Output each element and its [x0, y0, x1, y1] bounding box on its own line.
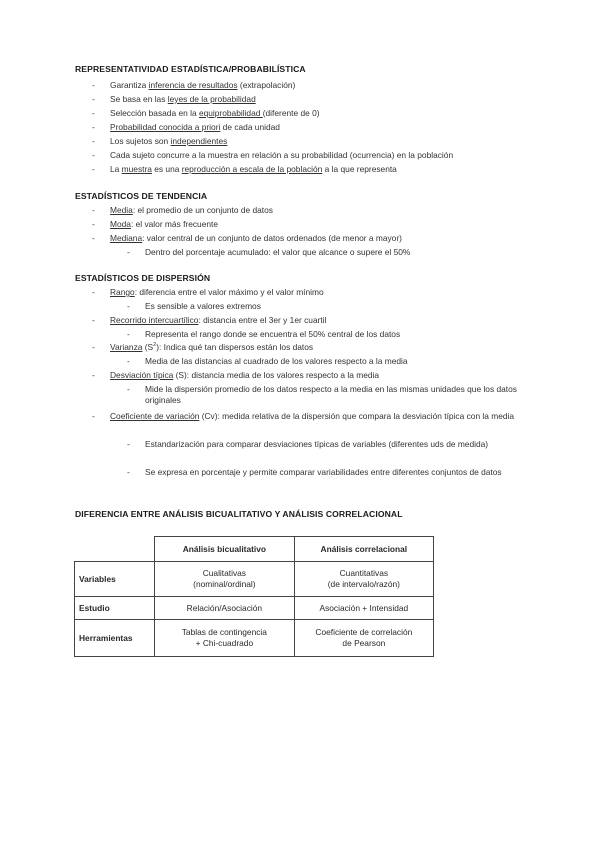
row-label: Estudio [75, 597, 155, 620]
sub-bullet-dash: - [127, 384, 130, 394]
table-row [75, 562, 434, 597]
list-item-media: Media: el promedio de un conjunto de datos [110, 205, 273, 215]
section-title-dispersion: ESTADÍSTICOS DE DISPERSIÓN [75, 273, 211, 283]
sub-bullet-dash: - [127, 247, 130, 257]
bullet-dash: - [92, 342, 95, 352]
bullet-dash: - [92, 370, 95, 380]
list-item-mediana: Mediana: valor central de un conjunto de datos ordenados (de menor a mayor) [110, 233, 402, 243]
sub-list-item: Estandarización para comparar desviaciones típicas de variables (diferentes uds de medida) [145, 439, 489, 449]
table-row [75, 597, 434, 620]
bullet-dash: - [92, 219, 95, 229]
list-item: Selección basada en la equiprobabilidad (diferente de 0) [110, 108, 320, 118]
list-item: Probabilidad conocida a priori de cada unidad [110, 122, 280, 132]
bullet-dash: - [92, 136, 95, 146]
list-item: Los sujetos son independientes [110, 136, 228, 146]
sub-list-item: Se expresa en porcentaje y permite comparar variabilidades entre diferentes conjuntos de datos [145, 467, 502, 477]
section-title-tendencia: ESTADÍSTICOS DE TENDENCIA [75, 191, 208, 201]
bullet-dash: - [92, 411, 95, 421]
bullet-dash: - [92, 233, 95, 243]
sub-bullet-dash: - [127, 329, 130, 339]
table-row [75, 620, 434, 657]
bullet-dash: - [92, 150, 95, 160]
table-corner [75, 537, 155, 562]
table-cell: Coeficiente de correlación de Pearson [294, 620, 433, 657]
sub-bullet-dash: - [127, 301, 130, 311]
section-title-representatividad: REPRESENTATIVIDAD ESTADÍSTICA/PROBABILÍSTICA [75, 64, 306, 74]
section-title-diferencia: DIFERENCIA ENTRE ANÁLISIS BICUALITATIVO Y ANÁLISIS CORRELACIONAL [75, 509, 403, 519]
bullet-dash: - [92, 80, 95, 90]
bullet-dash: - [92, 164, 95, 174]
bullet-dash: - [92, 122, 95, 132]
bullet-dash: - [92, 287, 95, 297]
table-cell: Tablas de contingencia + Chi-cuadrado [155, 620, 295, 657]
list-item: Cada sujeto concurre a la muestra en relación a su probabilidad (ocurrencia) en la población [110, 150, 454, 160]
sub-list-item: Representa el rango donde se encuentra el 50% central de los datos [145, 329, 401, 339]
list-item: Garantiza inferencia de resultados (extrapolación) [110, 80, 296, 90]
sub-list-item: Es sensible a valores extremos [145, 301, 261, 311]
list-item-rango: Rango: diferencia entre el valor máximo y el valor mínimo [110, 287, 324, 297]
comparison-table [74, 536, 434, 657]
list-item-recorrido: Recorrido intercuartílico: distancia entre el 3er y 1er cuartil [110, 315, 327, 325]
bullet-dash: - [92, 315, 95, 325]
list-item: Se basa en las leyes de la probabilidad [110, 94, 256, 104]
list-item-varianza: Varianza $(S^2)$: Indica qué tan dispersos están los datos [110, 342, 314, 352]
sub-list-item: Mide la dispersión promedio de los datos respecto a la media en las mismas unidades que los datos originales [145, 384, 517, 405]
list-item: La muestra es una reproducción a escala de la población a la que representa [110, 164, 397, 174]
table-cell: Cuantitativas (de intervalo/razón) [294, 562, 433, 597]
bullet-dash: - [92, 108, 95, 118]
table-cell: Asociación + Intensidad [294, 597, 433, 620]
sub-bullet-dash: - [127, 356, 130, 366]
list-item-moda: Moda: el valor más frecuente [110, 219, 218, 229]
table-header: Análisis bicualitativo [155, 537, 295, 562]
sub-list-item: Dentro del porcentaje acumulado: el valor que alcance o supere el 50% [145, 247, 411, 257]
sub-bullet-dash: - [127, 439, 130, 449]
table-cell: Relación/Asociación [155, 597, 295, 620]
table-header: Análisis correlacional [294, 537, 433, 562]
row-label: Herramientas [75, 620, 155, 657]
list-item-desviacion: Desviación típica (S): distancia media de los valores respecto a la media [110, 370, 380, 380]
sub-list-item: Media de las distancias al cuadrado de los valores respecto a la media [145, 356, 408, 366]
bullet-dash: - [92, 94, 95, 104]
list-item-coeficiente: Coeficiente de variación (Cv): medida relativa de la dispersión que compara la desviación típica con la media [110, 411, 515, 421]
bullet-dash: - [92, 205, 95, 215]
row-label: Variables [75, 562, 155, 597]
table-cell: Cualitativas (nominal/ordinal) [155, 562, 295, 597]
sub-bullet-dash: - [127, 467, 130, 477]
